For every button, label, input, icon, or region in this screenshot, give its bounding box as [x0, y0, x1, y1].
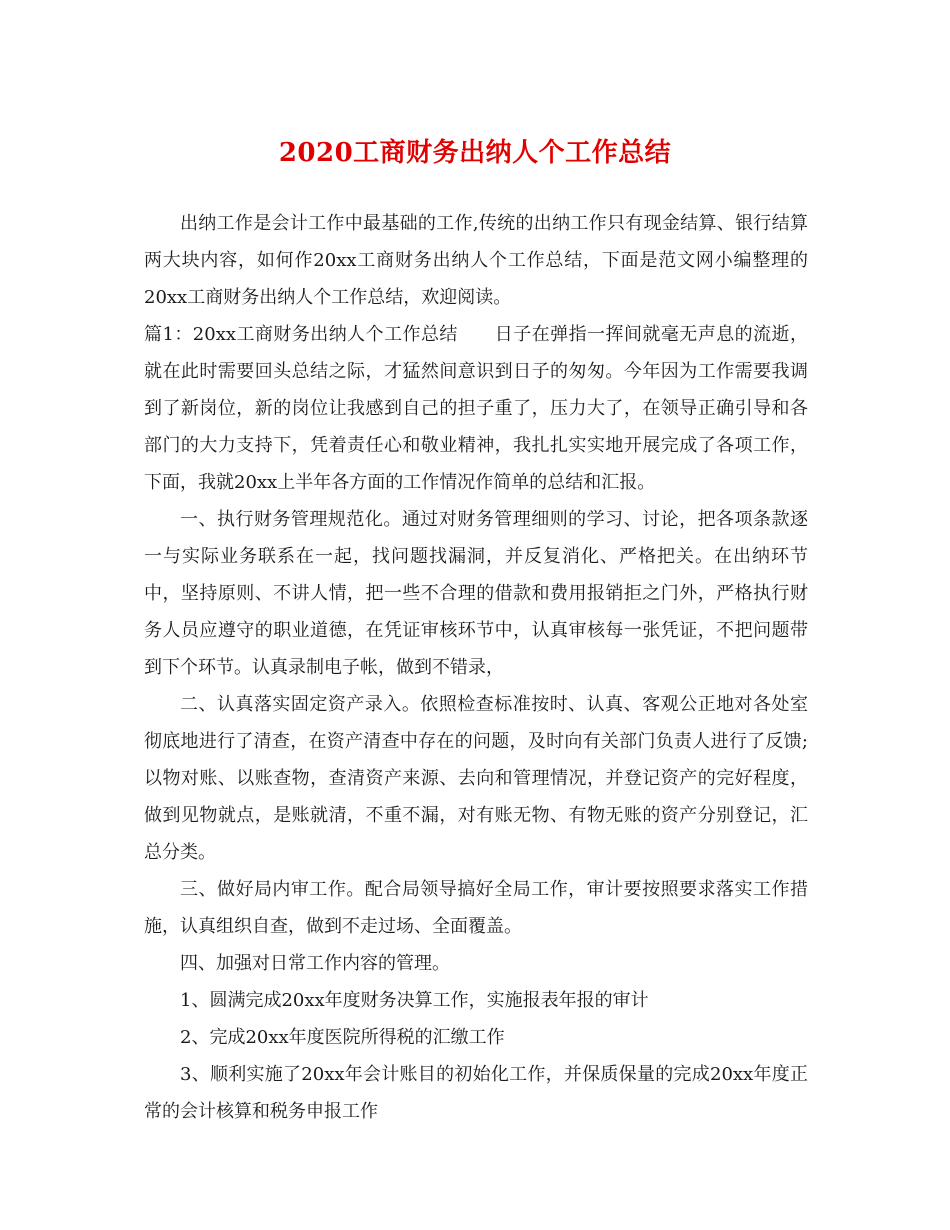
paragraph-item-4: 四、加强对日常工作内容的管理。 [180, 953, 450, 974]
document-body [144, 205, 808, 1130]
list-item-1: 1、圆满完成20xx年度财务决算工作，实施报表年报的审计 [180, 990, 649, 1011]
paragraph-item-3: 三、做好局内审工作。配合局领导搞好全局工作，审计要按照要求落实工作措施，认真组织自查，做到不走过场、全面覆盖。 [144, 879, 808, 937]
paragraph-section-1: 篇1：20xx工商财务出纳人个工作总结 日子在弹指一挥间就毫无声息的流逝，就在此时需要回头总结之际，才猛然间意识到日子的匆匆。今年因为工作需要我调到了新岗位，新的岗位让我感到自己的担子重了，压力大了，在领导正确引导和各部门的大力支持下，凭着责任心和敬业精神，我扎扎实实地开展完成了各项工作，下面，我就20xx上半年各方面的工作情况作简单的总结和汇报。 [144, 324, 808, 493]
paragraph-intro: 出纳工作是会计工作中最基础的工作,传统的出纳工作只有现金结算、银行结算两大块内容，如何作20xx工商财务出纳人个工作总结，下面是范文网小编整理的20xx工商财务出纳人个工作总结，欢迎阅读。 [144, 213, 808, 308]
paragraph-item-1: 一、执行财务管理规范化。通过对财务管理细则的学习、讨论，把各项条款逐一与实际业务联系在一起，找问题找漏洞，并反复消化、严格把关。在出纳环节中，坚持原则、不讲人情，把一些不合理的借款和费用报销拒之门外，严格执行财务人员应遵守的职业道德，在凭证审核环节中，认真审核每一张凭证，不把问题带到下个环节。认真录制电子帐，做到不错录， [144, 509, 808, 678]
list-item-2: 2、完成20xx年度医院所得税的汇缴工作 [180, 1027, 505, 1048]
list-item-3: 3、顺利实施了20xx年会计账目的初始化工作，并保质保量的完成20xx年度正常的会计核算和税务申报工作 [144, 1064, 808, 1122]
document-title: 2020工商财务出纳人个工作总结 [278, 138, 672, 168]
paragraph-item-2: 二、认真落实固定资产录入。依照检查标准按时、认真、客观公正地对各处室彻底地进行了清查，在资产清查中存在的问题，及时向有关部门负责人进行了反馈;以物对账、以账查物，查清资产来源、去向和管理情况，并登记资产的完好程度，做到见物就点，是账就清，不重不漏，对有账无物、有物无账的资产分别登记，汇总分类。 [144, 694, 808, 863]
